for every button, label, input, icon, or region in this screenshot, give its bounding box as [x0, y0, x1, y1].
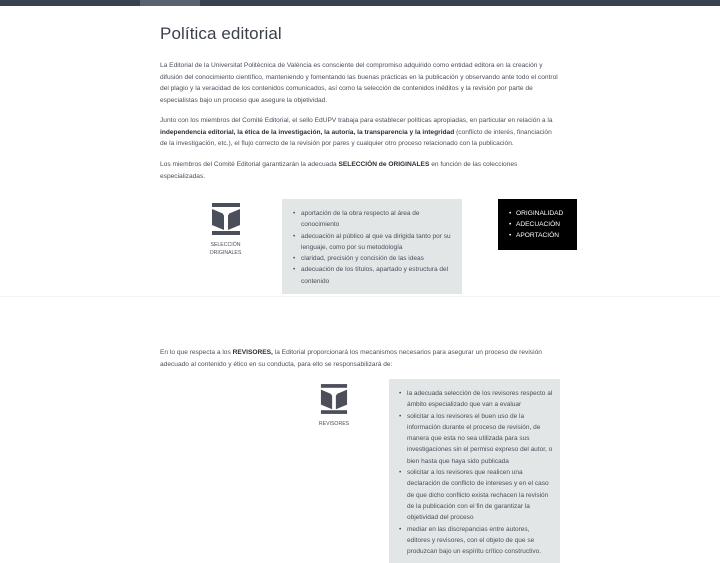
- seleccion-originales-icon-block: [198, 203, 253, 257]
- list-item: • solicitar a los revisores el buen uso de la información durante el proceso de revisión, de manera que esta no sea utilizada para sus investigaciones sin el permiso expreso del autor, o bien hasta que haya sido publicada: [399, 411, 554, 467]
- reviewers-paragraph: [160, 347, 560, 370]
- committee-text-start: Junto con los miembros del Comité Editorial, el sello EdUPV trabaja para establecer políticas apropiadas, en particular en relación a la: [160, 117, 553, 124]
- book-bookmark-icon: [320, 384, 348, 414]
- list-item: • solicitar a los revisores que realicen una declaración de conflicto de intereses y en el caso de que dicho conflicto exista rechacen la revisión de la publicación con el fin de garantizar la objetividad del proceso: [399, 467, 554, 523]
- reviewers-text-end: la Editorial proporcionará los mecanismos necesarios para asegurar un proceso de revisión adecuado al contenido y ético en su conducta, para ello se responsabilizará de:: [160, 349, 542, 368]
- list-item: • aportación de la obra respecto al área de conocimiento: [293, 208, 454, 231]
- list-item: • ADECUACIÓN: [509, 219, 577, 230]
- reviewers-text-highlight: REVISORES,: [232, 349, 273, 356]
- list-item: • la adecuada selección de los revisores respecto al ámbito especializado que van a evaluar: [399, 388, 554, 411]
- selection-criteria-list: [293, 208, 454, 287]
- seleccion-caption-line2: ORIGINALES: [209, 249, 242, 256]
- revisores-icon-block: [308, 384, 360, 429]
- revisores-caption: REVISORES: [318, 421, 350, 427]
- list-item: • APORTACIÓN: [509, 230, 577, 241]
- selection-criteria-panel: [282, 199, 462, 294]
- committee-text-highlight: independencia editorial, la ética de la investigación, la autoría, la transparencia y la integridad: [160, 128, 455, 136]
- list-item: • adecuación de los títulos, apartado y estructura del contenido: [293, 264, 454, 287]
- committee-text-end: (conflicto de interés, financiación de la investigación, etc.), el flujo correcto de la revisión por pares y cualquier otro proceso relacionado con la publicación.: [160, 128, 552, 148]
- committee-paragraph: [160, 115, 560, 150]
- page-title: Política editorial: [160, 24, 282, 43]
- intro-paragraph: La Editorial de la Universitat Politècnica de València es consciente del compromiso adquirido como entidad editora en la creación y difusión del conocimiento científico, manteniendo y fomentando las buenas prácticas en la publicación y observando ante todo el control del plagio y la veracidad de los contenidos comunicados, así como la selección de contenidos inéditos y la revisión por parte de especialistas bajo un proceso que asegure la objetividad.: [160, 62, 558, 104]
- selection-text-end: en función de las colecciones especializadas.: [160, 161, 518, 180]
- list-item: • claridad, precisión y concisión de las ideas: [293, 253, 454, 264]
- active-nav-tab[interactable]: [140, 0, 200, 6]
- list-item: • mediar en las discrepancias entre autores, editores y revisores, con el objeto de que se produzcan bajo un espíritu crítico constructivo.: [399, 524, 554, 558]
- selection-text-start: Los miembros del Comité Editorial garantizarán la adecuada: [160, 161, 339, 168]
- seleccion-caption-line1: SELECCIÓN: [210, 242, 241, 248]
- book-bookmark-icon: [211, 203, 241, 235]
- selection-text-highlight: SELECCIÓN de ORIGINALES: [338, 161, 430, 168]
- list-item: • adecuación al público al que va dirigida tanto por su lenguaje, como por su metodología: [293, 231, 454, 254]
- seleccion-caption: [198, 242, 253, 257]
- selection-summary-panel: [498, 199, 577, 250]
- reviewers-responsibilities-list: [399, 388, 554, 557]
- reviewers-responsibilities-panel: [389, 379, 560, 563]
- section-divider: [0, 296, 720, 297]
- reviewers-text-start: En lo que respecta a los: [160, 349, 233, 356]
- selection-summary-list: [509, 208, 577, 242]
- list-item: • ORIGINALIDAD: [509, 208, 577, 219]
- selection-paragraph: [160, 159, 560, 182]
- top-navigation-bar: [0, 0, 720, 6]
